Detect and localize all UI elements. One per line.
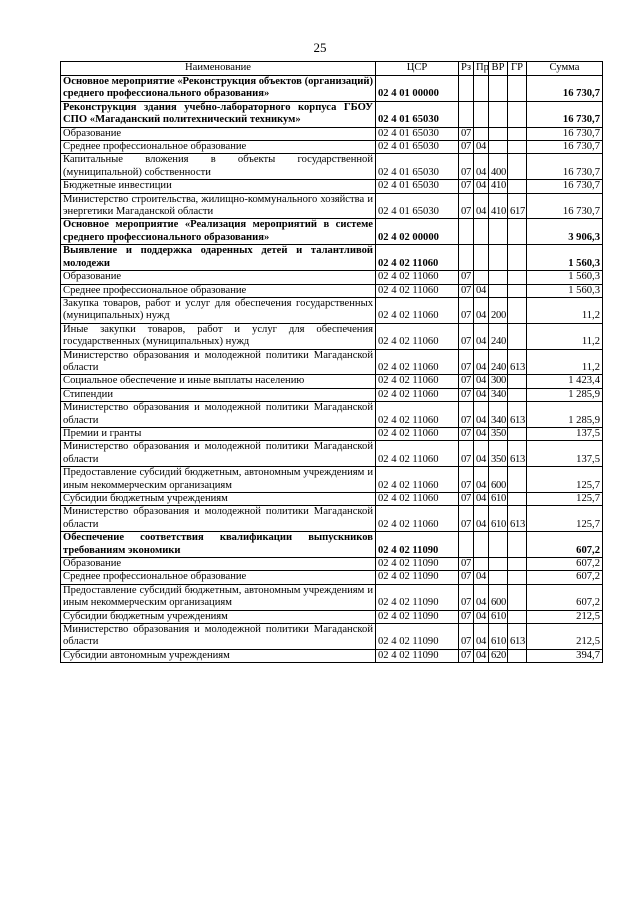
row-rz: 07 <box>459 467 474 493</box>
row-rz: 07 <box>459 624 474 650</box>
row-gr <box>508 388 527 401</box>
row-vr: 340 <box>489 402 508 428</box>
row-csr: 02 4 01 65030 <box>376 101 459 127</box>
row-pr <box>474 219 489 245</box>
row-vr: 240 <box>489 349 508 375</box>
row-name: Субсидии автономным учреждениям <box>61 649 376 662</box>
row-rz: 07 <box>459 297 474 323</box>
row-csr: 02 4 02 11090 <box>376 584 459 610</box>
row-gr <box>508 219 527 245</box>
row-csr: 02 4 02 11090 <box>376 649 459 662</box>
row-vr: 240 <box>489 323 508 349</box>
row-csr: 02 4 02 11060 <box>376 245 459 271</box>
header-row <box>61 62 603 76</box>
row-pr: 04 <box>474 571 489 584</box>
header-rz: Рз <box>459 62 474 76</box>
row-vr: 620 <box>489 649 508 662</box>
row-name: Министерство образования и молодежной политики Магаданской области <box>61 624 376 650</box>
header-vr: ВР <box>489 62 508 76</box>
row-csr: 02 4 02 11090 <box>376 558 459 571</box>
table-row <box>61 76 603 102</box>
row-sum: 16 730,7 <box>527 76 603 102</box>
row-name: Субсидии бюджетным учреждениям <box>61 610 376 623</box>
row-sum: 11,2 <box>527 297 603 323</box>
row-pr <box>474 558 489 571</box>
row-rz: 07 <box>459 323 474 349</box>
row-sum: 607,2 <box>527 558 603 571</box>
row-pr: 04 <box>474 467 489 493</box>
row-sum: 212,5 <box>527 624 603 650</box>
table-row <box>61 101 603 127</box>
row-vr <box>489 571 508 584</box>
row-csr: 02 4 02 11090 <box>376 571 459 584</box>
table-row <box>61 375 603 388</box>
row-gr <box>508 532 527 558</box>
row-vr: 410 <box>489 180 508 193</box>
row-vr: 340 <box>489 388 508 401</box>
row-vr: 600 <box>489 467 508 493</box>
row-sum: 11,2 <box>527 323 603 349</box>
row-csr: 02 4 02 11090 <box>376 624 459 650</box>
header-gr: ГР <box>508 62 527 76</box>
row-name: Стипендии <box>61 388 376 401</box>
row-rz: 07 <box>459 127 474 140</box>
row-name: Министерство образования и молодежной политики Магаданской области <box>61 441 376 467</box>
row-vr: 610 <box>489 506 508 532</box>
row-sum: 125,7 <box>527 467 603 493</box>
row-vr <box>489 127 508 140</box>
row-pr: 04 <box>474 154 489 180</box>
table-row <box>61 506 603 532</box>
row-rz: 07 <box>459 610 474 623</box>
row-rz: 07 <box>459 571 474 584</box>
row-gr <box>508 323 527 349</box>
row-pr: 04 <box>474 584 489 610</box>
table-row <box>61 402 603 428</box>
table-row <box>61 493 603 506</box>
row-vr <box>489 141 508 154</box>
row-name: Среднее профессиональное образование <box>61 284 376 297</box>
row-gr <box>508 297 527 323</box>
row-pr <box>474 101 489 127</box>
row-rz: 07 <box>459 558 474 571</box>
row-name: Выявление и поддержка одаренных детей и талантливой молодежи <box>61 245 376 271</box>
row-gr <box>508 375 527 388</box>
row-csr: 02 4 02 11090 <box>376 610 459 623</box>
row-pr: 04 <box>474 649 489 662</box>
row-csr: 02 4 02 11060 <box>376 506 459 532</box>
header-name: Наименование <box>61 62 376 76</box>
row-gr <box>508 610 527 623</box>
row-csr: 02 4 01 00000 <box>376 76 459 102</box>
table-row <box>61 610 603 623</box>
row-csr: 02 4 02 11060 <box>376 402 459 428</box>
row-gr <box>508 154 527 180</box>
row-vr: 600 <box>489 584 508 610</box>
row-gr <box>508 571 527 584</box>
row-csr: 02 4 02 11060 <box>376 284 459 297</box>
row-gr: 617 <box>508 193 527 219</box>
row-rz: 07 <box>459 584 474 610</box>
row-csr: 02 4 02 11060 <box>376 271 459 284</box>
row-csr: 02 4 02 11060 <box>376 467 459 493</box>
row-sum: 212,5 <box>527 610 603 623</box>
row-name: Реконструкция здания учебно-лабораторного корпуса ГБОУ СПО «Магаданский политехнический техникум» <box>61 101 376 127</box>
row-gr: 613 <box>508 624 527 650</box>
row-name: Среднее профессиональное образование <box>61 141 376 154</box>
row-pr: 04 <box>474 388 489 401</box>
row-pr: 04 <box>474 427 489 440</box>
row-name: Министерство образования и молодежной политики Магаданской области <box>61 402 376 428</box>
table-row <box>61 323 603 349</box>
row-name: Образование <box>61 127 376 140</box>
row-csr: 02 4 02 11090 <box>376 532 459 558</box>
row-rz <box>459 245 474 271</box>
row-sum: 125,7 <box>527 506 603 532</box>
row-pr: 04 <box>474 297 489 323</box>
row-rz <box>459 532 474 558</box>
row-rz: 07 <box>459 154 474 180</box>
row-pr: 04 <box>474 349 489 375</box>
row-rz: 07 <box>459 427 474 440</box>
row-name: Основное мероприятие «Реализация мероприятий в системе среднего профессионального образования» <box>61 219 376 245</box>
row-vr: 610 <box>489 493 508 506</box>
row-sum: 3 906,3 <box>527 219 603 245</box>
row-pr: 04 <box>474 141 489 154</box>
row-name: Министерство образования и молодежной политики Магаданской области <box>61 349 376 375</box>
row-gr <box>508 245 527 271</box>
row-gr <box>508 493 527 506</box>
row-gr: 613 <box>508 441 527 467</box>
row-csr: 02 4 01 65030 <box>376 141 459 154</box>
table-row <box>61 141 603 154</box>
table-row <box>61 219 603 245</box>
row-gr <box>508 284 527 297</box>
table-row <box>61 154 603 180</box>
row-vr <box>489 219 508 245</box>
row-sum: 1 423,4 <box>527 375 603 388</box>
row-gr <box>508 76 527 102</box>
table-row <box>61 245 603 271</box>
table-row <box>61 427 603 440</box>
table-row <box>61 388 603 401</box>
row-rz: 07 <box>459 271 474 284</box>
row-name: Министерство образования и молодежной политики Магаданской области <box>61 506 376 532</box>
row-name: Образование <box>61 271 376 284</box>
row-gr <box>508 467 527 493</box>
row-name: Капитальные вложения в объекты государственной (муниципальной) собственности <box>61 154 376 180</box>
table-row <box>61 193 603 219</box>
header-pr: Пр <box>474 62 489 76</box>
table-row <box>61 127 603 140</box>
row-name: Обеспечение соответствия квалификации выпускников требованиям экономики <box>61 532 376 558</box>
row-rz: 07 <box>459 506 474 532</box>
row-pr: 04 <box>474 402 489 428</box>
row-pr: 04 <box>474 610 489 623</box>
row-vr: 300 <box>489 375 508 388</box>
row-pr: 04 <box>474 375 489 388</box>
row-rz: 07 <box>459 193 474 219</box>
row-gr <box>508 271 527 284</box>
row-vr: 400 <box>489 154 508 180</box>
row-sum: 16 730,7 <box>527 193 603 219</box>
row-rz <box>459 219 474 245</box>
row-vr <box>489 271 508 284</box>
row-sum: 137,5 <box>527 441 603 467</box>
row-pr <box>474 127 489 140</box>
row-sum: 1 560,3 <box>527 284 603 297</box>
row-name: Субсидии бюджетным учреждениям <box>61 493 376 506</box>
row-gr <box>508 558 527 571</box>
row-sum: 125,7 <box>527 493 603 506</box>
row-vr: 200 <box>489 297 508 323</box>
row-csr: 02 4 02 11060 <box>376 323 459 349</box>
table-row <box>61 558 603 571</box>
row-sum: 16 730,7 <box>527 127 603 140</box>
row-sum: 607,2 <box>527 584 603 610</box>
row-csr: 02 4 02 00000 <box>376 219 459 245</box>
row-gr: 613 <box>508 349 527 375</box>
row-pr <box>474 76 489 102</box>
table-row <box>61 467 603 493</box>
row-name: Предоставление субсидий бюджетным, автономным учреждениям и иным некоммерческим организациям <box>61 584 376 610</box>
row-gr <box>508 649 527 662</box>
row-vr: 610 <box>489 610 508 623</box>
row-name: Среднее профессиональное образование <box>61 571 376 584</box>
row-vr <box>489 101 508 127</box>
row-pr <box>474 532 489 558</box>
row-rz: 07 <box>459 375 474 388</box>
row-pr: 04 <box>474 441 489 467</box>
row-name: Образование <box>61 558 376 571</box>
row-vr: 410 <box>489 193 508 219</box>
row-gr: 613 <box>508 506 527 532</box>
table-row <box>61 571 603 584</box>
row-csr: 02 4 02 11060 <box>376 441 459 467</box>
row-pr: 04 <box>474 506 489 532</box>
page-number: 25 <box>313 40 327 55</box>
row-pr: 04 <box>474 323 489 349</box>
row-gr <box>508 141 527 154</box>
table-body <box>61 76 603 663</box>
table-row <box>61 441 603 467</box>
table-row <box>61 180 603 193</box>
table-row <box>61 649 603 662</box>
row-rz: 07 <box>459 649 474 662</box>
row-csr: 02 4 02 11060 <box>376 388 459 401</box>
row-rz: 07 <box>459 441 474 467</box>
table-row <box>61 284 603 297</box>
row-vr <box>489 284 508 297</box>
row-gr <box>508 584 527 610</box>
table-row <box>61 297 603 323</box>
row-csr: 02 4 01 65030 <box>376 193 459 219</box>
row-vr: 610 <box>489 624 508 650</box>
row-rz: 07 <box>459 180 474 193</box>
row-csr: 02 4 02 11060 <box>376 375 459 388</box>
row-rz: 07 <box>459 349 474 375</box>
budget-table <box>60 61 603 663</box>
row-name: Предоставление субсидий бюджетным, автономным учреждениям и иным некоммерческим организациям <box>61 467 376 493</box>
row-rz: 07 <box>459 388 474 401</box>
row-pr: 04 <box>474 180 489 193</box>
row-sum: 607,2 <box>527 532 603 558</box>
table-row <box>61 624 603 650</box>
row-name: Министерство строительства, жилищно-коммунального хозяйства и энергетики Магаданской области <box>61 193 376 219</box>
row-csr: 02 4 02 11060 <box>376 349 459 375</box>
row-csr: 02 4 02 11060 <box>376 493 459 506</box>
table-row <box>61 532 603 558</box>
row-sum: 16 730,7 <box>527 141 603 154</box>
row-name: Закупка товаров, работ и услуг для обеспечения государственных (муниципальных) нужд <box>61 297 376 323</box>
row-sum: 1 560,3 <box>527 245 603 271</box>
row-name: Социальное обеспечение и иные выплаты населению <box>61 375 376 388</box>
row-csr: 02 4 02 11060 <box>376 297 459 323</box>
row-pr <box>474 271 489 284</box>
table-row <box>61 349 603 375</box>
row-vr <box>489 532 508 558</box>
row-pr: 04 <box>474 624 489 650</box>
row-name: Премии и гранты <box>61 427 376 440</box>
row-sum: 1 285,9 <box>527 402 603 428</box>
row-vr <box>489 245 508 271</box>
row-sum: 16 730,7 <box>527 154 603 180</box>
row-pr: 04 <box>474 284 489 297</box>
row-name: Основное мероприятие «Реконструкция объектов (организаций) среднего профессионального образования» <box>61 76 376 102</box>
header-sum: Сумма <box>527 62 603 76</box>
row-gr <box>508 101 527 127</box>
row-csr: 02 4 02 11060 <box>376 427 459 440</box>
row-csr: 02 4 01 65030 <box>376 127 459 140</box>
row-vr <box>489 76 508 102</box>
row-sum: 394,7 <box>527 649 603 662</box>
row-vr: 350 <box>489 441 508 467</box>
row-gr: 613 <box>508 402 527 428</box>
table-row <box>61 584 603 610</box>
row-pr: 04 <box>474 193 489 219</box>
row-sum: 11,2 <box>527 349 603 375</box>
row-rz: 07 <box>459 402 474 428</box>
row-vr: 350 <box>489 427 508 440</box>
row-pr <box>474 245 489 271</box>
row-gr <box>508 427 527 440</box>
row-rz: 07 <box>459 284 474 297</box>
row-name: Бюджетные инвестиции <box>61 180 376 193</box>
row-rz: 07 <box>459 493 474 506</box>
row-rz <box>459 101 474 127</box>
row-sum: 1 285,9 <box>527 388 603 401</box>
row-sum: 1 560,3 <box>527 271 603 284</box>
row-pr: 04 <box>474 493 489 506</box>
row-sum: 607,2 <box>527 571 603 584</box>
header-csr: ЦСР <box>376 62 459 76</box>
row-sum: 137,5 <box>527 427 603 440</box>
row-gr <box>508 180 527 193</box>
row-sum: 16 730,7 <box>527 180 603 193</box>
row-name: Иные закупки товаров, работ и услуг для обеспечения государственных (муниципальных) нужд <box>61 323 376 349</box>
row-rz: 07 <box>459 141 474 154</box>
table-row <box>61 271 603 284</box>
row-csr: 02 4 01 65030 <box>376 180 459 193</box>
row-gr <box>508 127 527 140</box>
row-vr <box>489 558 508 571</box>
row-sum: 16 730,7 <box>527 101 603 127</box>
row-rz <box>459 76 474 102</box>
row-csr: 02 4 01 65030 <box>376 154 459 180</box>
